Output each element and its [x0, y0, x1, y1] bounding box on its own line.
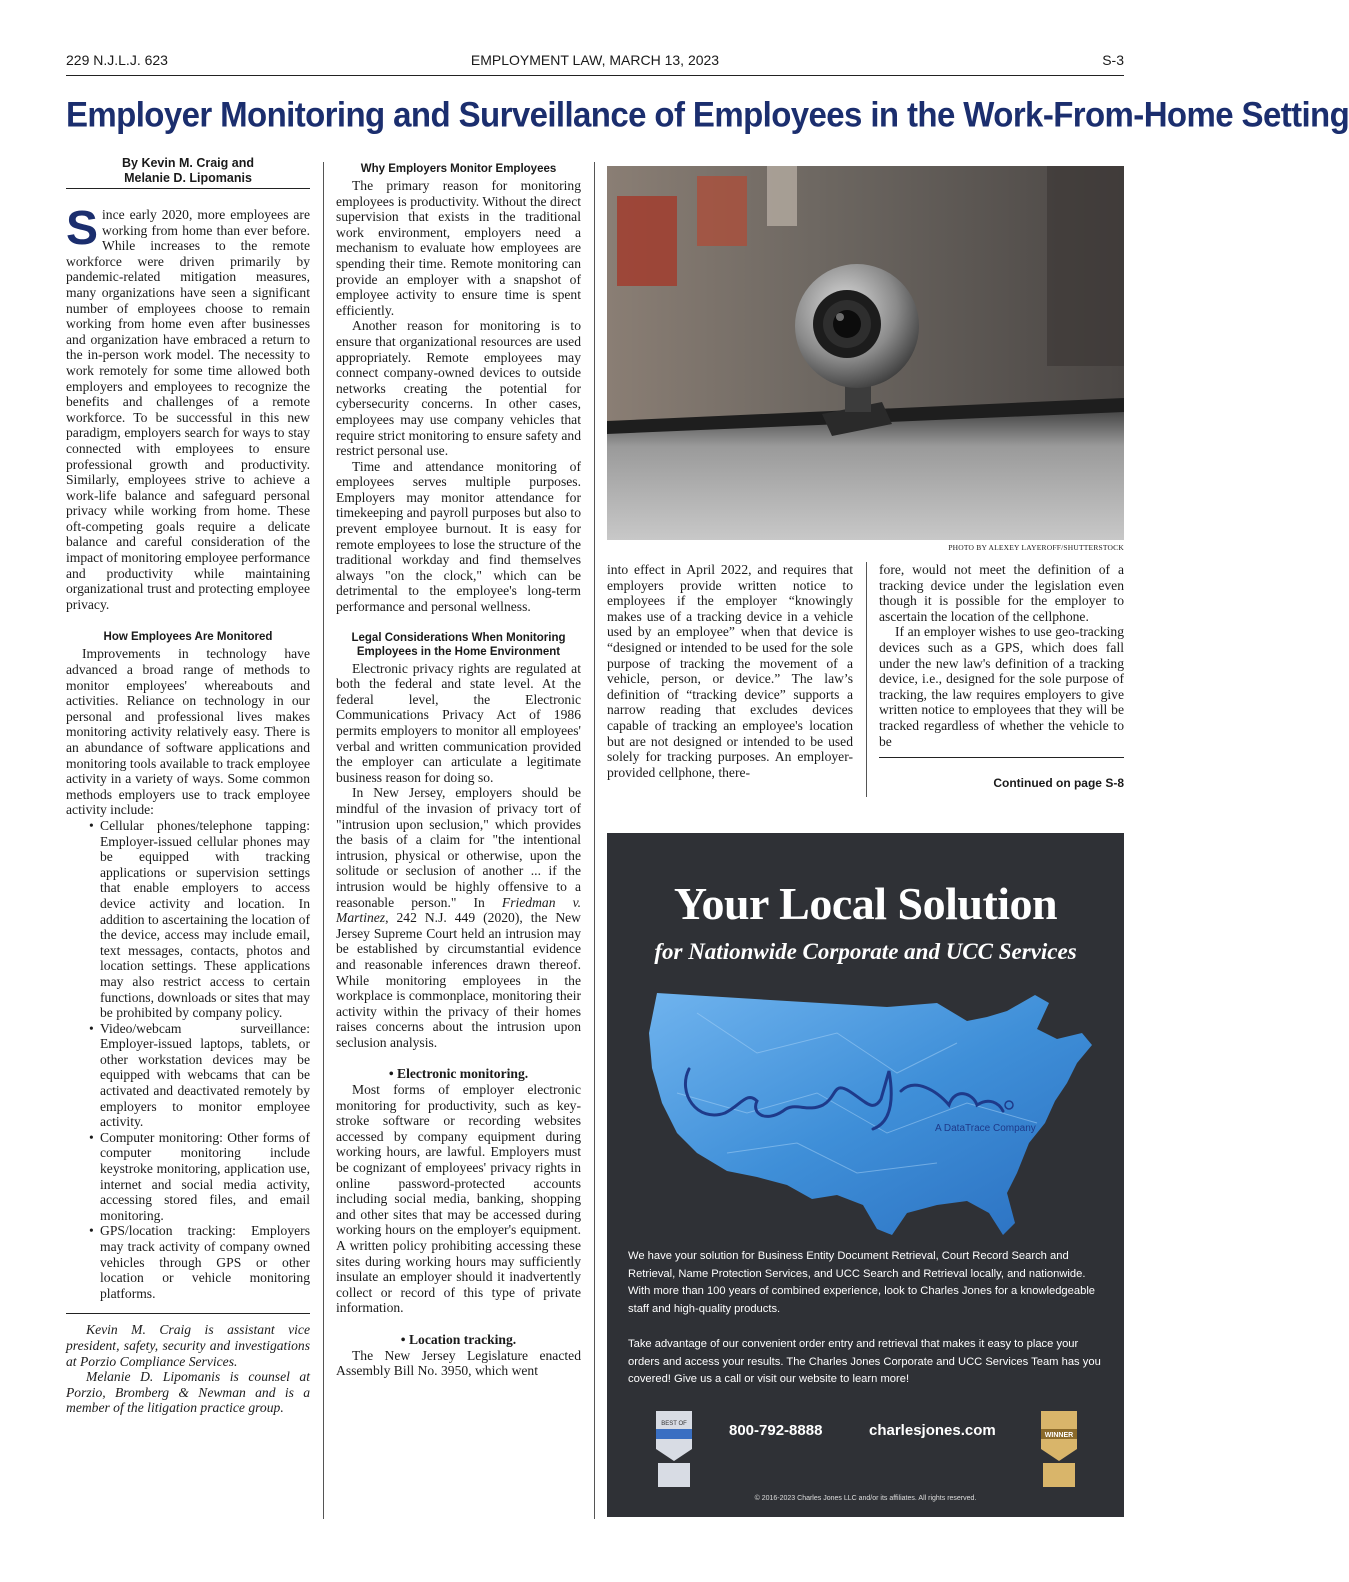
ad-subtitle: for Nationwide Corporate and UCC Services [654, 939, 1077, 964]
case-citation: Friedman v. Martinez [336, 894, 582, 926]
badge-left-label: BEST OF [661, 1421, 687, 1427]
section-date: EMPLOYMENT LAW, MARCH 13, 2023 [470, 52, 720, 68]
byline-line-2: Melanie D. Lipomanis [124, 171, 252, 185]
citation: 229 N.J.L.J. 623 [66, 52, 168, 68]
ad-phone-number[interactable]: 800-792-8888 [729, 1422, 823, 1439]
charles-jones-ad [607, 833, 1124, 1517]
subheading-electronic: • Electronic monitoring. [388, 1066, 529, 1082]
column-2 [336, 162, 581, 1379]
winner-badge-icon [1037, 1409, 1081, 1489]
legal-text-a: In New Jersey, employers should be mindful of the invasion of privacy tort of "intrusion upon seclusion," which provides the basis of a claim for "the intentional intrusion, physical or otherwise, upon the solitude or seclusion of another ... if the intrusion would be highly offensive to a reasonable person." In [336, 785, 581, 910]
why-paragraph-2: Another reason for monitoring is to ensure that organizational resources are used appropriately. Remote employees may connect company-owned devices to outside networks creating the potential for cybersecurity concerns. In other cases, employees may use company vehicles that require strict monitoring to ensure safety and restrict personal use. [336, 318, 581, 459]
column-3 [607, 562, 853, 780]
location-continued-2: fore, would not meet the definition of a tracking device under the legislation even though it is possible for the employer to ascertain the location of the cellphone. [879, 562, 1124, 624]
badge-right-label: WINNER [1044, 1432, 1074, 1439]
continued-note: Continued on page S-8 [993, 776, 1124, 791]
ad-paragraph-1: We have your solution for Business Entity Document Retrieval, Court Record Search and Retrieval, Name Protection Services, and UCC Search and Retrieval locally, and nationwide. With more than 100 years of combined experience, look to Charles Jones for a knowledgeable staff and high-quality products. [628, 1250, 1096, 1315]
logo-tagline: A DataTrace Company [935, 1123, 1036, 1134]
continued-rule [879, 757, 1124, 758]
author-bio [66, 1313, 310, 1416]
ad-paragraph-2: Take advantage of our convenient order entry and retrieval that makes it easy to place your orders and access your results. The Charles Jones Corporate and UCC Services Team has you covered! Give us a call or visit our website to learn more! [628, 1338, 1101, 1385]
how-paragraph: Improvements in technology have advanced a broad range of methods to monitor employees' whereabouts and activities. Reliance on technology in our personal and professional lives makes monitoring activity relatively easy. There is an abundance of software applications and monitoring tools available to track employee activity in a variety of ways. Some common methods employers use to track employee activity include: [66, 646, 310, 818]
best-of-badge-icon [652, 1409, 696, 1489]
list-item: • Computer monitoring: Other forms of computer monitoring include keystroke monitoring, application use, internet and social media activity, accessing stored files, and email monitoring. [100, 1130, 310, 1224]
photo-credit: PHOTO BY ALEXEY LAYEROFF/SHUTTERSTOCK [948, 543, 1124, 552]
location-paragraph: The New Jersey Legislature enacted Assembly Bill No. 3950, which went [336, 1347, 581, 1379]
column-1 [66, 156, 310, 1416]
byline-line-1: By Kevin M. Craig and [122, 156, 254, 170]
ad-title: Your Local Solution [673, 878, 1058, 929]
intro-paragraph [66, 202, 310, 612]
column-divider [594, 162, 595, 1519]
bio-craig: Kevin M. Craig is assistant vice president, safety, security and investigations at Porzio Compliance Services. [66, 1322, 310, 1369]
electronic-paragraph: Most forms of employer electronic monitoring for productivity, such as key-stroke software or recording websites accessed by company equipment during working hours, are lawful. Employers must be cognizant of employees' privacy rights in online password-protected accounts including social media, banking, shopping and other sites that may be accessed during working hours on the employer's equipment. A written policy prohibiting accessing these sites during working hours may sufficiently insulate an employer should it inadvertently collect or record of this type of private information. [336, 1082, 581, 1316]
article-headline: Employer Monitoring and Surveillance of Employees in the Work-From-Home Setting [66, 94, 1349, 134]
list-item: • GPS/location tracking: Employers may track activity of company owned vehicles through GPS or other location or vehicle monitoring platforms. [100, 1223, 310, 1301]
list-item: • Video/webcam surveillance: Employer-issued laptops, tablets, or other workstation devices may be equipped with webcams that can be activated and deactivated remotely by employers to monitor employee activity. [100, 1021, 310, 1130]
webcam-image [607, 166, 1124, 540]
column-divider [866, 562, 867, 797]
drop-cap: S [66, 202, 99, 255]
geo-tracking-paragraph: If an employer wishes to use geo-tracking devices such as a GPS, which does fall under the new law's definition of a tracking device, i.e., designed for the sole purpose of tracking, the law requires employers to give written notice to employees that they will be tracked regardless of whether the vehicle to be [879, 624, 1124, 749]
why-paragraph-1: The primary reason for monitoring employees is productivity. Without the direct supervision that exists in the traditional work environment, employers need a mechanism to evaluate how employees are spending their time. Remote monitoring can provide an employer with a snapshot of employee activity to ensure time is spent efficiently. [336, 178, 581, 318]
subheading-legal-line-1: Legal Considerations When Monitoring [351, 631, 566, 644]
list-item: • Cellular phones/telephone tapping: Employer-issued cellular phones may be equipped with tracking applications or supervision settings that enable employers to access device activity and location. In addition to ascertaining the location of the device, access may include email, text messages, contacts, photos and location settings. These applications may also restrict access to certain functions, downloads or sites that may be prohibited by company policy. [100, 818, 310, 1021]
us-map-graphic [637, 973, 1107, 1248]
byline [66, 156, 310, 189]
location-continued: into effect in April 2022, and requires that employers provide written notice to employees if the employer “knowingly makes use of a tracking device in a vehicle used by an employee” when that device is “designed or intended to be used for the sole purpose of tracking the movement of a vehicle, person, or device.” The law’s definition of “tracking device” supports a narrow reading that excludes devices capable of tracking an employee's location but are not designed or intended to be used solely for tracking purposes. An employer-provided cellphone, there- [607, 562, 853, 780]
legal-text-b: , 242 N.J. 449 (2020), the New Jersey Supreme Court held an intrusion may be established by circumstantial evidence and reasonable inferences drawn thereof. While monitoring employees in the workplace is commonplace, monitoring their activity within the privacy of their homes raises concerns about the intrusion upon seclusion analysis. [336, 910, 581, 1050]
webcam-photo [607, 166, 1124, 540]
legal-paragraph-1: Electronic privacy rights are regulated at both the federal and state level. At the federal level, the Electronic Communications Privacy Act of 1986 permits employers to monitor all employees' verbal and written communication provided the employer can articulate a legitimate business reason for doing so. [336, 660, 581, 785]
page-number: S-3 [1102, 52, 1124, 68]
subheading-legal [336, 631, 581, 659]
monitoring-methods-list [66, 818, 310, 1301]
bio-lipomanis: Melanie D. Lipomanis is counsel at Porzio, Bromberg & Newman and is a member of the litigation practice group. [66, 1369, 310, 1416]
page-header [66, 52, 1124, 74]
subheading-legal-line-2: Employees in the Home Environment [356, 645, 561, 658]
subheading-location: • Location tracking. [400, 1331, 517, 1347]
legal-paragraph-2 [336, 785, 581, 1050]
column-divider [323, 162, 324, 1519]
column-4 [879, 562, 1124, 792]
subheading-why: Why Employers Monitor Employees [360, 163, 557, 175]
subheading-how: How Employees Are Monitored [103, 631, 273, 644]
header-rule [66, 75, 1124, 76]
ad-copyright: © 2016-2023 Charles Jones LLC and/or its affiliates. All rights reserved. [754, 1495, 977, 1502]
why-paragraph-3: Time and attendance monitoring of employees serves multiple purposes. Employers may monitor attendance for timekeeping and payroll purposes but also to prevent employee burnout. It is easy for remote employees to lose the structure of the traditional workday and find themselves always "on the clock," which can be detrimental to the employee's long-term performance and personal wellness. [336, 458, 581, 615]
intro-text: ince early 2020, more employees are working from home than ever before. While increases to the remote workforce were driven primarily by pandemic-related mitigation measures, many organizations have seen a significant number of employees choose to remain working from home even after businesses and organization have embraced a return to the in-person work model. The necessity to work remotely for some time allowed both employers and employees to recognize the benefits and challenges of a remote workforce. To be successful in this new paradigm, employers search for ways to stay connected with employees to ensure professional growth and productivity. Similarly, employees strive to achieve a work-life balance and safeguard personal privacy while working from home. These oft-competing goals require a delicate balance and careful consideration of the impact of monitoring employee performance and productivity while maintaining organizational trust and protecting employee privacy. [66, 207, 310, 612]
ad-website-link[interactable]: charlesjones.com [869, 1422, 996, 1439]
